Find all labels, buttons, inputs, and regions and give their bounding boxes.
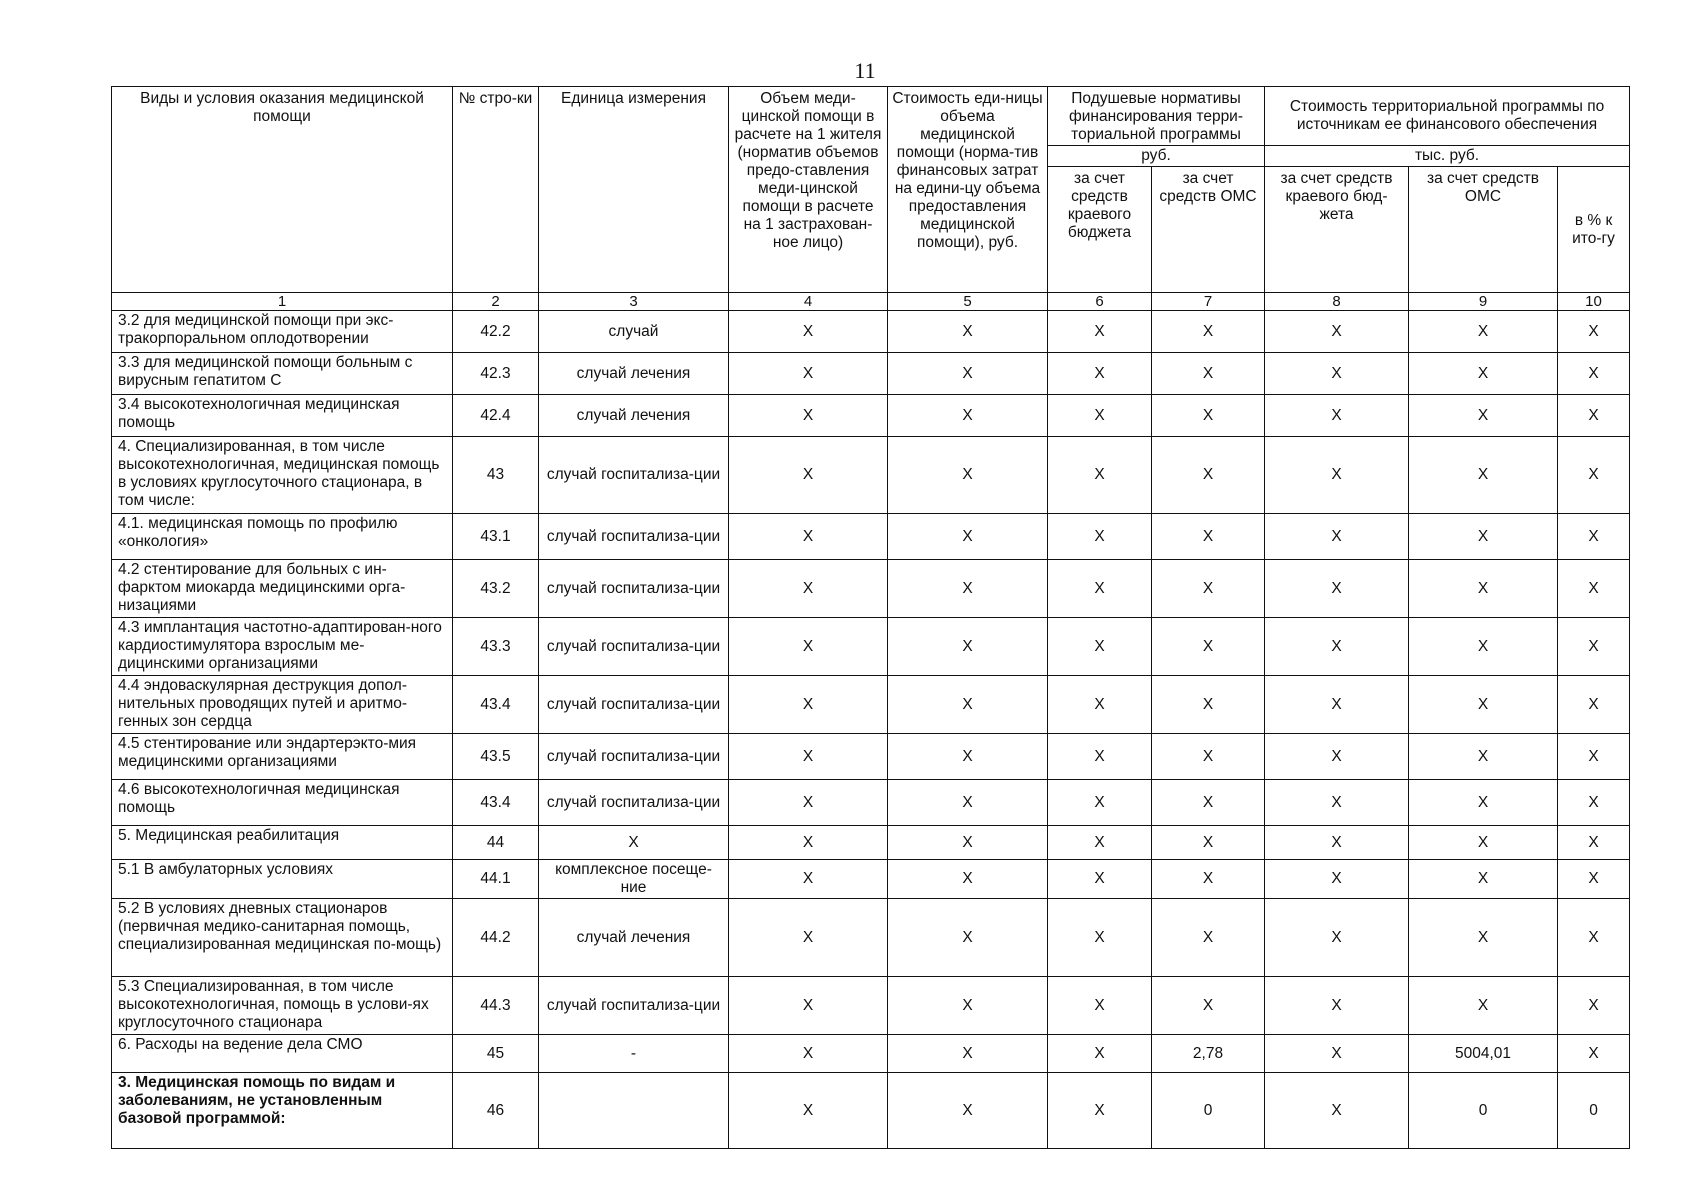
row-cost-oms: X	[1409, 734, 1558, 780]
table-row	[112, 860, 1630, 899]
row-unit-cost: X	[888, 676, 1048, 734]
row-percent: X	[1558, 977, 1630, 1035]
row-number: 43.3	[453, 618, 539, 676]
row-volume: X	[729, 780, 888, 826]
row-cost-oms: X	[1409, 899, 1558, 977]
row-per-capita-regional: X	[1048, 395, 1152, 437]
row-cost-oms: X	[1409, 311, 1558, 353]
row-number: 45	[453, 1035, 539, 1073]
header-col-6: за счет средств краевого бюджета	[1048, 167, 1152, 293]
table-row	[112, 514, 1630, 560]
row-per-capita-oms: X	[1152, 899, 1265, 977]
header-col-7: за счет средств ОМС	[1152, 167, 1265, 293]
header-col-10: в % к ито-гу	[1558, 167, 1630, 293]
row-cost-regional: X	[1265, 1035, 1409, 1073]
row-unit: случай госпитализа-ции	[539, 437, 729, 514]
row-unit: случай лечения	[539, 395, 729, 437]
row-percent: X	[1558, 899, 1630, 977]
header-col-3: Единица измерения	[539, 87, 729, 293]
header-cost-unit: тыс. руб.	[1265, 146, 1630, 167]
row-unit-cost: X	[888, 899, 1048, 977]
table-row	[112, 311, 1630, 353]
table-row	[112, 899, 1630, 977]
row-percent: X	[1558, 780, 1630, 826]
row-cost-regional: X	[1265, 1073, 1409, 1149]
row-volume: X	[729, 395, 888, 437]
header-col-4-text: Объем меди-цинской помощи в расчете на 1 жителя (норматив объемов предо-ставления меди-цинской помощи в расчете на 1 застрахован-ное лицо)	[734, 90, 882, 251]
row-label: 5.3 Специализированная, в том числе высокотехнологичная, помощь в услови-ях круглосуточного стационара	[112, 977, 453, 1035]
row-cost-oms: X	[1409, 618, 1558, 676]
row-unit: комплексное посеще-ние	[539, 860, 729, 899]
table-row	[112, 826, 1630, 860]
row-unit-cost: X	[888, 734, 1048, 780]
row-per-capita-regional: X	[1048, 780, 1152, 826]
row-cost-regional: X	[1265, 353, 1409, 395]
column-number: 7	[1152, 293, 1265, 311]
row-label: 3.3 для медицинской помощи больным с вирусным гепатитом С	[112, 353, 453, 395]
row-unit-cost: X	[888, 395, 1048, 437]
row-unit: случай лечения	[539, 353, 729, 395]
header-col-8: за счет средств краевого бюд-жета	[1265, 167, 1409, 293]
row-unit-cost: X	[888, 826, 1048, 860]
row-unit-cost: X	[888, 560, 1048, 618]
row-unit: случай	[539, 311, 729, 353]
row-unit-cost: X	[888, 353, 1048, 395]
row-per-capita-oms: X	[1152, 826, 1265, 860]
row-per-capita-regional: X	[1048, 977, 1152, 1035]
header-col-4	[729, 87, 888, 293]
row-label: 6. Расходы на ведение дела СМО	[112, 1035, 453, 1073]
row-volume: X	[729, 734, 888, 780]
row-number: 43.4	[453, 676, 539, 734]
row-per-capita-regional: X	[1048, 560, 1152, 618]
table-row	[112, 780, 1630, 826]
header-col-9: за счет средств ОМС	[1409, 167, 1558, 293]
header-col-2: № стро-ки	[453, 87, 539, 293]
table-row	[112, 560, 1630, 618]
row-number: 42.4	[453, 395, 539, 437]
row-label: 4.1. медицинская помощь по профилю «онкология»	[112, 514, 453, 560]
column-number-row	[112, 293, 1630, 311]
row-per-capita-regional: X	[1048, 676, 1152, 734]
row-volume: X	[729, 676, 888, 734]
row-per-capita-regional: X	[1048, 353, 1152, 395]
row-per-capita-oms: X	[1152, 618, 1265, 676]
column-number: 8	[1265, 293, 1409, 311]
page-number: 11	[854, 58, 876, 83]
row-percent: X	[1558, 1035, 1630, 1073]
row-per-capita-oms: X	[1152, 860, 1265, 899]
row-unit: -	[539, 1035, 729, 1073]
row-per-capita-regional: X	[1048, 514, 1152, 560]
row-per-capita-oms: X	[1152, 311, 1265, 353]
row-volume: X	[729, 899, 888, 977]
row-cost-oms: X	[1409, 353, 1558, 395]
row-unit: X	[539, 826, 729, 860]
row-unit: случай госпитализа-ции	[539, 780, 729, 826]
row-cost-oms: X	[1409, 437, 1558, 514]
row-per-capita-oms: X	[1152, 437, 1265, 514]
table-row	[112, 437, 1630, 514]
header-group-cost: Стоимость территориальной программы по источникам ее финансового обеспечения	[1265, 87, 1630, 146]
row-volume: X	[729, 826, 888, 860]
header-col-5: Стоимость еди-ницы объема медицинской помощи (норма-тив финансовых затрат на едини-цу объема предоставления медицинской помощи), руб.	[888, 87, 1048, 293]
row-unit-cost: X	[888, 780, 1048, 826]
row-per-capita-oms: X	[1152, 734, 1265, 780]
row-number: 43.5	[453, 734, 539, 780]
table-row	[112, 734, 1630, 780]
row-percent: X	[1558, 560, 1630, 618]
row-unit: случай госпитализа-ции	[539, 514, 729, 560]
row-cost-regional: X	[1265, 395, 1409, 437]
row-percent: X	[1558, 437, 1630, 514]
row-unit: случай лечения	[539, 899, 729, 977]
row-cost-regional: X	[1265, 860, 1409, 899]
row-volume: X	[729, 860, 888, 899]
row-number: 44.2	[453, 899, 539, 977]
row-volume: X	[729, 618, 888, 676]
row-label: 4.4 эндоваскулярная деструкция допол-нительных проводящих путей и аритмо-генных зон сердца	[112, 676, 453, 734]
row-volume: X	[729, 977, 888, 1035]
row-percent: X	[1558, 395, 1630, 437]
row-cost-regional: X	[1265, 311, 1409, 353]
row-per-capita-regional: X	[1048, 1035, 1152, 1073]
row-per-capita-oms: X	[1152, 780, 1265, 826]
row-unit-cost: X	[888, 437, 1048, 514]
table-row	[112, 1073, 1630, 1149]
header-col-1: Виды и условия оказания медицинской помощи	[112, 87, 453, 293]
table-row	[112, 618, 1630, 676]
row-number: 42.2	[453, 311, 539, 353]
row-cost-oms: X	[1409, 676, 1558, 734]
row-cost-oms: X	[1409, 395, 1558, 437]
row-label: 5.1 В амбулаторных условиях	[112, 860, 453, 899]
row-label: 4. Специализированная, в том числе высокотехнологичная, медицинская помощь в условиях круглосуточного стационара, в том числе:	[112, 437, 453, 514]
header-group-per-capita: Подушевые нормативы финансирования терри-ториальной программы	[1048, 87, 1265, 146]
row-volume: X	[729, 1073, 888, 1149]
table-row	[112, 1035, 1630, 1073]
row-percent: X	[1558, 618, 1630, 676]
row-cost-regional: X	[1265, 676, 1409, 734]
row-per-capita-regional: X	[1048, 311, 1152, 353]
row-label: 5. Медицинская реабилитация	[112, 826, 453, 860]
column-number: 4	[729, 293, 888, 311]
column-number: 5	[888, 293, 1048, 311]
row-unit: случай госпитализа-ции	[539, 734, 729, 780]
row-volume: X	[729, 560, 888, 618]
row-cost-oms: X	[1409, 780, 1558, 826]
row-per-capita-oms: X	[1152, 395, 1265, 437]
row-cost-regional: X	[1265, 899, 1409, 977]
row-per-capita-oms: 2,78	[1152, 1035, 1265, 1073]
row-cost-oms: X	[1409, 514, 1558, 560]
header-row-1	[112, 87, 1630, 146]
row-unit-cost: X	[888, 1073, 1048, 1149]
row-cost-oms: X	[1409, 860, 1558, 899]
row-number: 44.1	[453, 860, 539, 899]
row-cost-regional: X	[1265, 780, 1409, 826]
row-volume: X	[729, 1035, 888, 1073]
row-percent: X	[1558, 514, 1630, 560]
row-per-capita-regional: X	[1048, 618, 1152, 676]
row-cost-oms: X	[1409, 560, 1558, 618]
row-per-capita-oms: X	[1152, 977, 1265, 1035]
row-percent: X	[1558, 826, 1630, 860]
row-number: 44	[453, 826, 539, 860]
row-unit: случай госпитализа-ции	[539, 560, 729, 618]
column-number: 1	[112, 293, 453, 311]
row-volume: X	[729, 311, 888, 353]
row-label: 4.3 имплантация частотно-адаптирован-ного кардиостимулятора взрослым ме-дицинскими организациями	[112, 618, 453, 676]
row-volume: X	[729, 514, 888, 560]
table-row	[112, 353, 1630, 395]
table-row	[112, 977, 1630, 1035]
row-per-capita-oms: X	[1152, 353, 1265, 395]
row-cost-regional: X	[1265, 618, 1409, 676]
row-cost-regional: X	[1265, 437, 1409, 514]
row-cost-oms: 5004,01	[1409, 1035, 1558, 1073]
row-percent: X	[1558, 353, 1630, 395]
row-unit: случай госпитализа-ции	[539, 977, 729, 1035]
column-number: 10	[1558, 293, 1630, 311]
row-per-capita-oms: X	[1152, 676, 1265, 734]
row-volume: X	[729, 437, 888, 514]
row-label: 3.4 высокотехнологичная медицинская помощь	[112, 395, 453, 437]
row-percent: 0	[1558, 1073, 1630, 1149]
row-cost-regional: X	[1265, 514, 1409, 560]
row-cost-oms: X	[1409, 826, 1558, 860]
row-unit-cost: X	[888, 514, 1048, 560]
row-unit: случай госпитализа-ции	[539, 676, 729, 734]
row-number: 43	[453, 437, 539, 514]
row-cost-regional: X	[1265, 734, 1409, 780]
row-per-capita-oms: X	[1152, 514, 1265, 560]
header-per-capita-unit: руб.	[1048, 146, 1265, 167]
row-unit-cost: X	[888, 618, 1048, 676]
row-label: 4.5 стентирование или эндартерэкто-мия медицинскими организациями	[112, 734, 453, 780]
row-label: 4.2 стентирование для больных с ин-фарктом миокарда медицинскими орга-низациями	[112, 560, 453, 618]
row-per-capita-regional: X	[1048, 437, 1152, 514]
row-unit-cost: X	[888, 311, 1048, 353]
row-volume: X	[729, 353, 888, 395]
row-number: 43.1	[453, 514, 539, 560]
row-unit-cost: X	[888, 977, 1048, 1035]
row-unit-cost: X	[888, 860, 1048, 899]
row-per-capita-oms: 0	[1152, 1073, 1265, 1149]
table-row	[112, 395, 1630, 437]
row-per-capita-regional: X	[1048, 1073, 1152, 1149]
row-percent: X	[1558, 734, 1630, 780]
column-number: 9	[1409, 293, 1558, 311]
row-cost-oms: X	[1409, 977, 1558, 1035]
row-percent: X	[1558, 860, 1630, 899]
row-per-capita-regional: X	[1048, 734, 1152, 780]
row-per-capita-regional: X	[1048, 899, 1152, 977]
row-label: 3.2 для медицинской помощи при экс-тракорпоральном оплодотворении	[112, 311, 453, 353]
row-percent: X	[1558, 676, 1630, 734]
table-row	[112, 676, 1630, 734]
row-cost-regional: X	[1265, 826, 1409, 860]
row-number: 43.4	[453, 780, 539, 826]
row-number: 42.3	[453, 353, 539, 395]
row-unit: случай госпитализа-ции	[539, 618, 729, 676]
column-number: 6	[1048, 293, 1152, 311]
row-per-capita-oms: X	[1152, 560, 1265, 618]
row-number: 44.3	[453, 977, 539, 1035]
row-unit-cost: X	[888, 1035, 1048, 1073]
row-cost-oms: 0	[1409, 1073, 1558, 1149]
row-number: 43.2	[453, 560, 539, 618]
row-label: 3. Медицинская помощь по видам и заболеваниям, не установленным базовой программой:	[112, 1073, 453, 1149]
row-unit	[539, 1073, 729, 1149]
column-number: 2	[453, 293, 539, 311]
row-percent: X	[1558, 311, 1630, 353]
row-per-capita-regional: X	[1048, 860, 1152, 899]
row-per-capita-regional: X	[1048, 826, 1152, 860]
row-label: 5.2 В условиях дневных стационаров (первичная медико-санитарная помощь, специализированная медицинская по-мощь)	[112, 899, 453, 977]
row-number: 46	[453, 1073, 539, 1149]
row-cost-regional: X	[1265, 560, 1409, 618]
column-number: 3	[539, 293, 729, 311]
budget-table	[111, 86, 1630, 1149]
row-cost-regional: X	[1265, 977, 1409, 1035]
row-label: 4.6 высокотехнологичная медицинская помощь	[112, 780, 453, 826]
